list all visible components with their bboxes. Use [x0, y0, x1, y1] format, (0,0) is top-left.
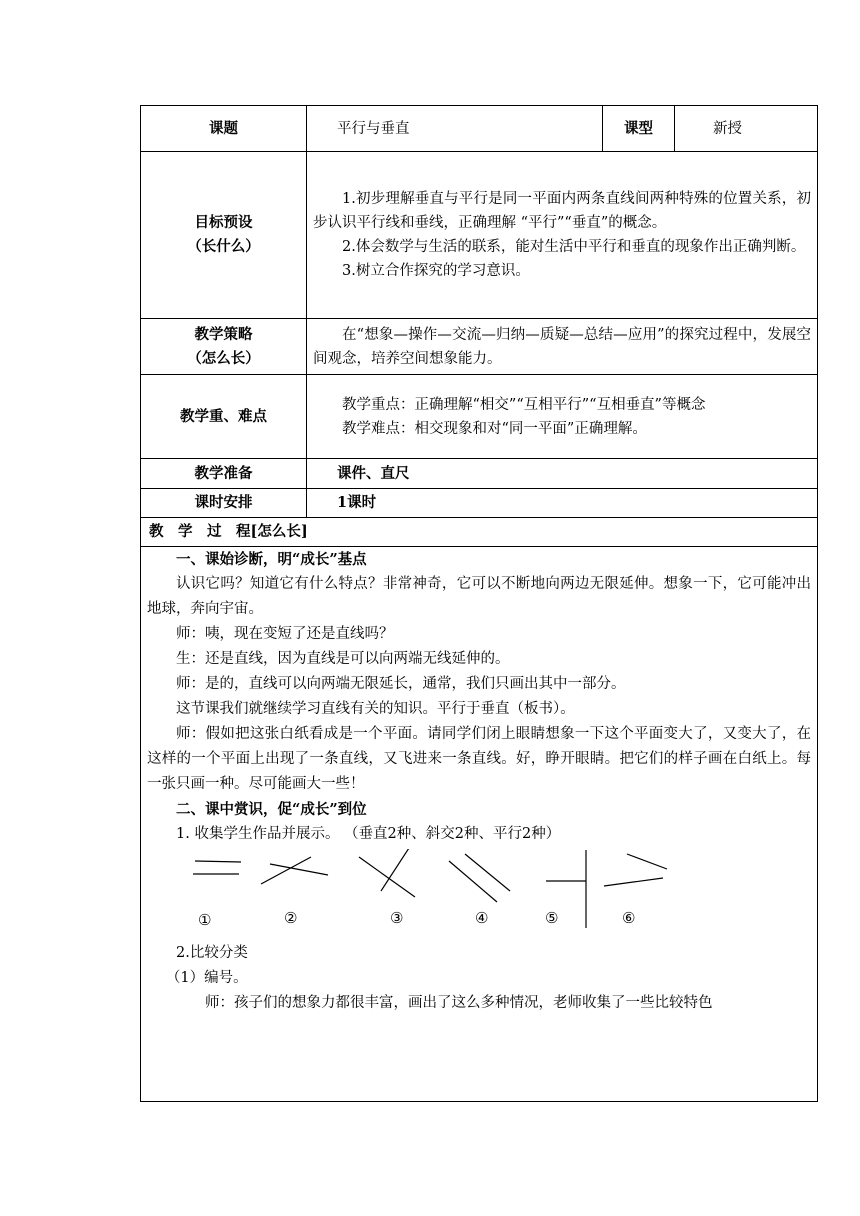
figure-label-6: ⑥ [622, 909, 636, 927]
key-points-row [141, 375, 818, 459]
collect-works-item: 1. 收集学生作品并展示。 （垂直2种、斜交2种、平行2种） [176, 826, 561, 842]
process-title: 教 学 过 程[怎么长] [141, 518, 818, 547]
line-figures-drawing [147, 849, 812, 941]
figure-label-2: ② [284, 909, 298, 927]
schedule-label: 课时安排 [141, 489, 307, 518]
process-title-row [141, 518, 818, 547]
goals-label-line1: 目标预设 [194, 214, 253, 231]
process-para-6: 师：假如把这张白纸看成是一个平面。请同学们闭上眼睛想象一下这个平面变大了，又变大了，在这样的一个平面上出现了一条直线，又飞进来一条直线。好，睁开眼睛。把它们的样子画在白纸上。每一张只画一种。尽可能画大一些！ [147, 726, 811, 792]
compare-classify-item: 2.比较分类 [176, 945, 248, 961]
process-para-7: 师：孩子们的想象力都很丰富，画出了这么多种情况，老师收集了一些比较特色 [205, 995, 713, 1011]
strategy-label-line1: 教学策略 [194, 325, 253, 343]
goal-item-1: 1.初步理解垂直与平行是同一平面内两条直线间两种特殊的位置关系，初步认识平行线和垂线，正确理解 “平行”“垂直”的概念。 [313, 191, 811, 231]
figure-6-perpendicular-lines [604, 854, 667, 886]
strategy-content [307, 319, 818, 375]
figure-4-parallel-lines [449, 854, 510, 902]
process-row [141, 547, 818, 1102]
type-value: 新授 [675, 106, 818, 152]
process-para-1: 认识它吗？知道它有什么特点？非常神奇，它可以不断地向两边无限延伸。想象一下，它可能冲出地球，奔向宇宙。 [147, 576, 811, 617]
schedule-value: 1课时 [307, 489, 818, 518]
schedule-row [141, 489, 818, 518]
prep-row [141, 459, 818, 489]
type-label: 课型 [603, 106, 675, 152]
strategy-row [141, 319, 818, 375]
line-figures [147, 849, 811, 941]
topic-row [141, 106, 818, 152]
goal-item-2: 2.体会数学与生活的联系，能对生活中平行和垂直的现象作出正确判断。 [342, 239, 806, 255]
goals-content [307, 152, 818, 319]
figure-2-crossing-lines [261, 857, 328, 884]
figure-1-parallel-lines [193, 861, 241, 874]
prep-label: 教学准备 [141, 459, 307, 489]
strategy-label-line2: （怎么长） [187, 349, 260, 367]
key-points-content [307, 375, 818, 459]
figure-label-3: ③ [390, 909, 404, 927]
goal-item-3: 3.树立合作探究的学习意识。 [342, 263, 530, 279]
goals-label-line2: （长什么） [187, 238, 260, 255]
process-para-5: 这节课我们就继续学习直线有关的知识。平行于垂直（板书）。 [176, 701, 575, 717]
key-difficulty-text: 教学难点：相交现象和对“同一平面”正确理解。 [342, 420, 647, 437]
prep-value: 课件、直尺 [307, 459, 818, 489]
figure-3-crossing-lines [359, 849, 415, 897]
process-content [141, 547, 818, 1102]
process-para-4: 师：是的，直线可以向两端无限延长，通常，我们只画出其中一部分。 [176, 676, 626, 692]
figure-label-5: ⑤ [545, 909, 559, 927]
figure-label-1: ① [198, 911, 212, 929]
key-focus-text: 教学重点：正确理解“相交”“互相平行”“互相垂直”等概念 [342, 396, 706, 413]
process-para-2: 师：咦，现在变短了还是直线吗？ [176, 626, 394, 642]
key-points-label: 教学重、难点 [141, 375, 307, 459]
process-para-3: 生：还是直线，因为直线是可以向两端无线延伸的。 [176, 651, 510, 667]
lesson-plan-table [140, 105, 818, 1102]
topic-value: 平行与垂直 [307, 106, 603, 152]
goals-label [141, 152, 307, 319]
section-1-heading: 一、课始诊断，明“成长”基点 [176, 551, 367, 568]
topic-label: 课题 [141, 106, 307, 152]
strategy-text: 在“想象—操作—交流—归纳—质疑—总结—应用”的探究过程中，发展空间观念，培养空间想象能力。 [313, 326, 811, 367]
section-2-heading: 二、课中赏识，促“成长”到位 [176, 801, 367, 818]
goals-row [141, 152, 818, 319]
figure-label-4: ④ [475, 909, 489, 927]
numbering-item: （1）编号。 [165, 970, 248, 986]
strategy-label [141, 319, 307, 375]
